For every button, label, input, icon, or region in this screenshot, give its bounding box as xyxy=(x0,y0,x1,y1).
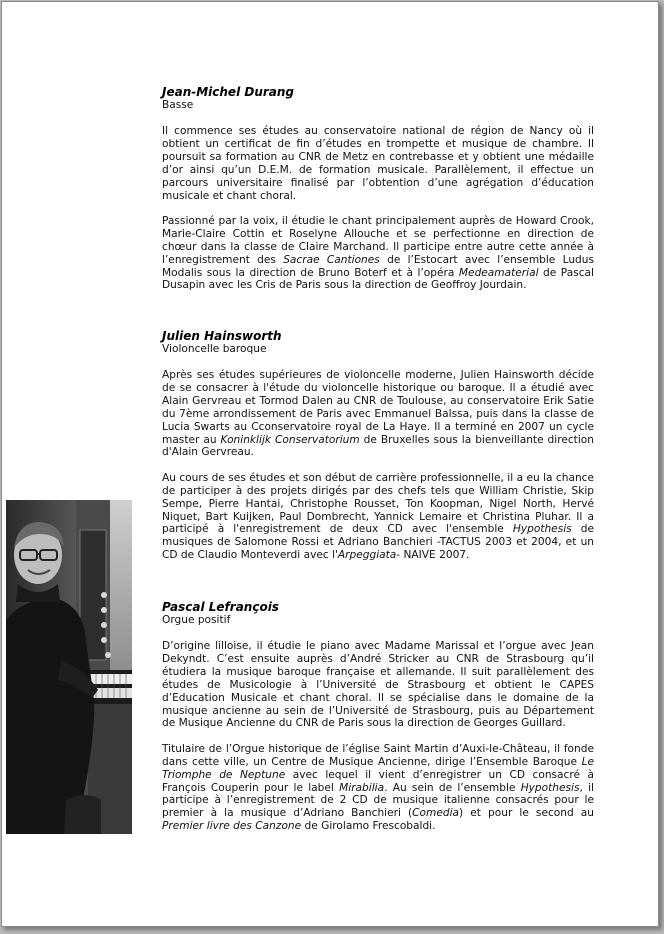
bio-section-lefrancois xyxy=(162,600,594,846)
artist-role: Basse xyxy=(162,99,194,111)
text-run: Après ses études supérieures de violoncelle moderne, Julien Hainsworth décide de se consacrer à l'étude du violoncelle historique ou baroque. Il a étudié avec Alain Gervreau et Tormod Dalen au CNR de Toulouse, au conservatoire Erik Satie du 7ème arrondissement de Paris avec Emmanuel Balssa, puis dans la classe de Lucia Swarts au Cconservatoire royal de La Haye. Il a terminé en 2007 un cycle master au xyxy=(162,369,594,446)
text-run: avec lequel il vient d’enregistrer un CD consacré à François Couperin pour le label xyxy=(162,768,595,794)
italic-title: Hypothesis xyxy=(520,781,580,794)
text-run: de musiques de Salomone Rossi et Adriano Banchieri -TACTUS 2003 et 2004, et un CD de Claudio Monteverdi avec l' xyxy=(162,523,594,562)
artist-role: Violoncelle baroque xyxy=(162,343,267,355)
text-run: . Au sein de l’ensemble xyxy=(384,781,521,794)
bio-paragraph xyxy=(162,640,594,730)
italic-title: Le Triomphe de Neptune xyxy=(162,755,594,781)
portrait-photo xyxy=(6,500,132,834)
artist-name: Jean-Michel Durang xyxy=(162,85,295,99)
bio-paragraph xyxy=(162,215,594,292)
document-page xyxy=(1,1,659,927)
italic-title: Koninklijk Conservatorium xyxy=(220,433,360,446)
portrait-illustration xyxy=(6,500,132,834)
text-run: de Girolamo Frescobaldi. xyxy=(301,820,436,833)
text-run: Il commence ses études au conservatoire national de région de Nancy où il obtient un certificat de fin d’études en trompette et musique de chambre. Il poursuit sa formation au CNR de Metz en contrebasse et y obtient une médaille d’or ainsi qu’un D.E.M. de formation musicale. Parallèlement, il effectue un parcours universitaire finalisé par l’obtention d’une agrégation d’éducation musicale et chant choral. xyxy=(162,125,594,202)
bio-paragraph xyxy=(162,125,594,202)
text-run: de Bruxelles sous la bienveillante direction d'Alain Gervreau. xyxy=(162,433,594,459)
bio-section-durang xyxy=(162,85,594,305)
bio-paragraph xyxy=(162,369,594,459)
text-run: de Pascal Dusapin avec les Cris de Paris sous la direction de Geoffroy Jourdain. xyxy=(162,266,594,292)
italic-title: Comedia xyxy=(412,807,460,820)
artist-role: Orgue positif xyxy=(162,614,231,626)
italic-title: Medeamaterial xyxy=(458,266,539,279)
text-run: Titulaire de l’Orgue historique de l’église Saint Martin d’Auxi-le-Château, il fonde dans cette ville, un Centre de Musique Ancienne, dirige l’Ensemble Baroque xyxy=(162,742,594,768)
text-run: ) et pour le second au xyxy=(459,807,594,820)
bio-section-hainsworth xyxy=(162,329,594,575)
text-run: Au cours de ses études et son début de carrière professionnelle, il a eu la chance de participer à des projets dirigés par des chefs tels que William Christie, Skip Sempe, Pierre Hantai, Christophe Rousset, Ton Koopman, Nigel North, Hervé Niquet, Bart Kuijken, Paul Dombrecht, Yannick Lemaire et Christina Pluhar. Il a participé à l'enregistrement de deux CD avec l'ensemble xyxy=(162,471,594,536)
text-run: , il participe à l’enregistrement de 2 CD de musique italienne consacrés pour le premier à la musique d’Adriano Banchieri ( xyxy=(162,781,595,820)
italic-title: Mirabilia xyxy=(339,781,385,794)
artist-name: Julien Hainsworth xyxy=(162,329,282,343)
italic-title: Hypothesis xyxy=(512,523,572,536)
bio-text xyxy=(162,640,594,833)
italic-title: Sacrae Cantiones xyxy=(283,253,380,266)
artist-name: Pascal Lefrançois xyxy=(162,600,279,614)
text-run: de l’Estocart avec l’ensemble Ludus Modalis sous la direction de Bruno Boterf et à l’opéra xyxy=(162,253,594,279)
bio-paragraph xyxy=(162,472,594,562)
bio-text xyxy=(162,125,594,292)
bio-text xyxy=(162,369,594,562)
bio-paragraph xyxy=(162,743,594,833)
text-run: - NAIVE 2007. xyxy=(396,549,470,562)
italic-title: Arpeggiata xyxy=(337,549,397,562)
text-run: Passionné par la voix, il étudie le chant principalement auprès de Howard Crook, Marie-Claire Cottin et Roselyne Allouche et se perfectionne en direction de chœur dans la classe de Claire Marchand. Il participe entre autre cette année à l’enregistrement des xyxy=(162,214,594,266)
italic-title: Premier livre des Canzone xyxy=(162,820,302,833)
text-run: D’origine lilloise, il étudie le piano avec Madame Marissal et l’orgue avec Jean Dekyndt. C’est ensuite auprès d’André Stricker au CNR de Strasbourg qu’il étudiera la musique baroque française et allemande. Il suit parallèlement des études de Musicologie à l’Université de Strasbourg et obtient le CAPES d’Education Musicale et chant choral. Il se spécialise dans le domaine de la musique ancienne au sein de l’Université de Strasbourg, puis au Département de Musique Ancienne du CNR de Paris sous la direction de Georges Guillard. xyxy=(162,640,594,730)
